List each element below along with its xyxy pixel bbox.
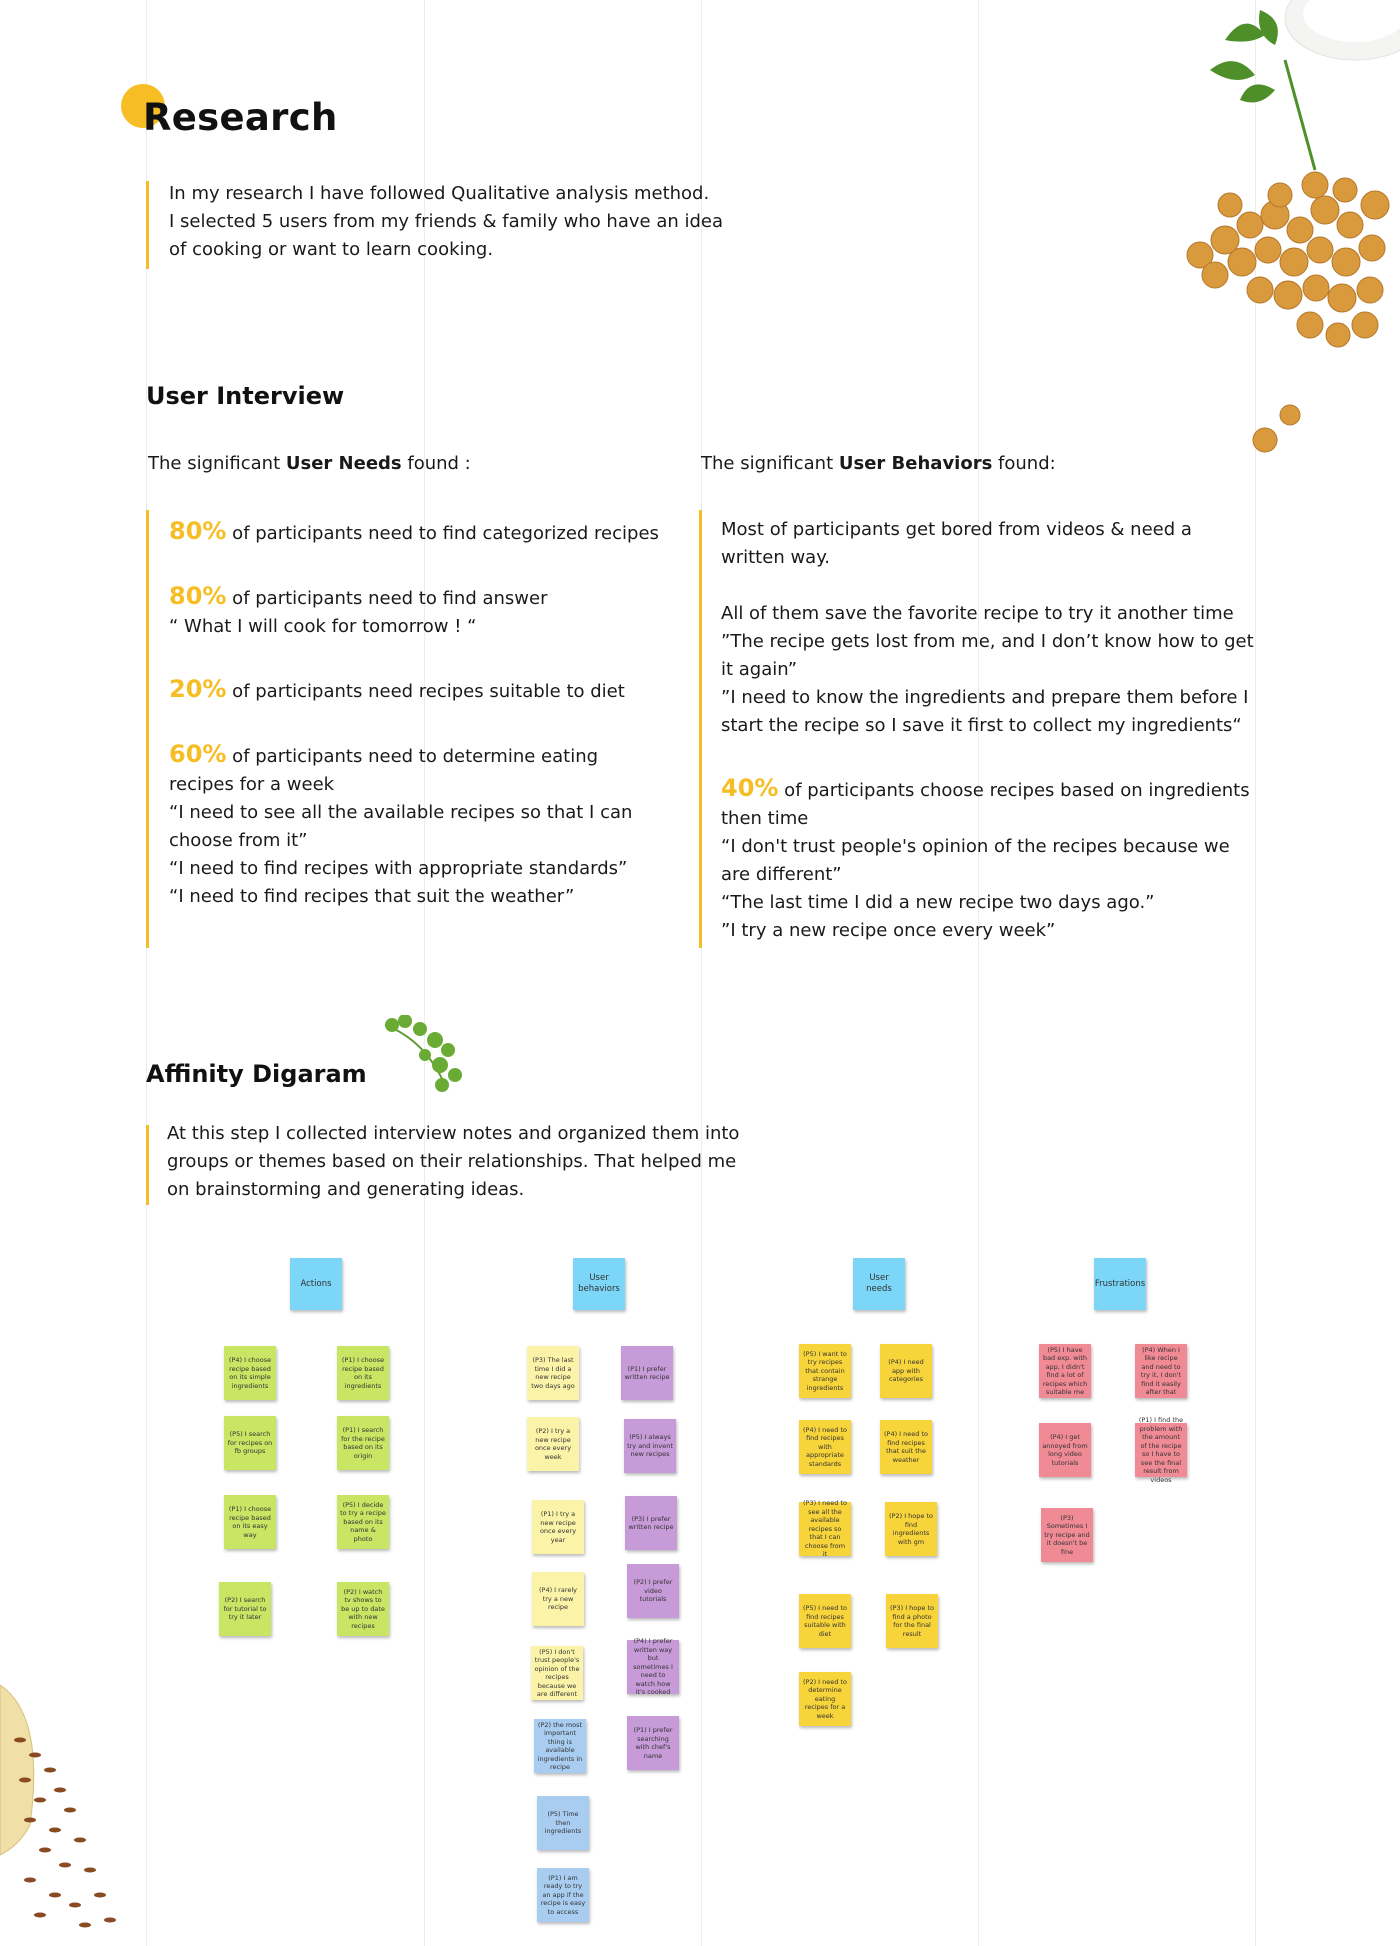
- sticky-note: (P5) Time then ingredients: [537, 1796, 589, 1850]
- sticky-note: (P4) When I like recipe and need to try it, I don't find it easily after that: [1135, 1344, 1187, 1398]
- sticky-note: (P1) I find the problem with the amount of the recipe so I have to see the final result from videos: [1135, 1423, 1187, 1477]
- grid-line: [424, 0, 425, 1946]
- chickpeas-illustration: [1170, 0, 1400, 470]
- affinity-bar: [146, 1125, 149, 1205]
- sticky-note: (P2) the most important thing is available ingredients in recipe: [534, 1719, 586, 1773]
- sticky-note: (P4) I prefer written way but sometimes I need to watch how it's cooked: [627, 1640, 679, 1694]
- sticky-note: (P3) The last time I did a new recipe two days ago: [527, 1346, 579, 1400]
- behaviors-list: [721, 516, 1261, 945]
- spices-illustration: [0, 1680, 140, 1946]
- sticky-note: (P2) I prefer video tutorials: [627, 1564, 679, 1618]
- grid-line: [701, 0, 702, 1946]
- sticky-note: (P1) I try a new recipe once every year: [532, 1500, 584, 1554]
- sticky-note: (P5) I need to find recipes suitable with diet: [799, 1594, 851, 1648]
- behavior-quote: ”The recipe gets lost from me, and I don’t know how to get it again”: [721, 631, 1254, 680]
- affinity-header-frustrations: Frustrations: [1094, 1258, 1146, 1310]
- sticky-note: (P5) I search for recipes on fb groups: [224, 1416, 276, 1470]
- sticky-note: (P5) I decide to try a recipe based on its name & photo: [337, 1495, 389, 1549]
- sticky-note: (P2) I search for tutorial to try it later: [219, 1582, 271, 1636]
- need-item: 80% of participants need to find answer: [169, 582, 548, 610]
- sticky-note: (P3) I need to see all the available recipes so that I can choose from it: [799, 1502, 851, 1556]
- intro-line: I selected 5 users from my friends & family who have an idea: [169, 211, 724, 232]
- sticky-note: (P3) I hope to find a photo for the final result: [886, 1594, 938, 1648]
- affinity-header-actions: Actions: [290, 1258, 342, 1310]
- sticky-note: (P3) Sometimes I try recipe and it doesn't be fine: [1041, 1508, 1093, 1562]
- sticky-note: (P2) I watch tv shows to be up to date with new recipes: [337, 1582, 389, 1636]
- sticky-note: (P4) I rarely try a new recipe: [532, 1572, 584, 1626]
- needs-heading: The significant User Needs found :: [148, 453, 471, 474]
- affinity-header-behaviors: User behaviors: [573, 1258, 625, 1310]
- sticky-note: (P4) I need to find recipes with appropriate standards: [799, 1420, 851, 1474]
- behavior-quote: ”I need to know the ingredients and prepare them before I start the recipe so I save it first to collect my ingredients“: [721, 687, 1249, 736]
- affinity-intro: [167, 1120, 767, 1204]
- intro-line: In my research I have followed Qualitative analysis method.: [169, 183, 710, 204]
- sticky-note: (P4) I choose recipe based on its simple ingredients: [224, 1346, 276, 1400]
- behavior-text: All of them save the favorite recipe to try it another time: [721, 603, 1234, 624]
- sticky-note: (P4) I need to find recipes that suit the weather: [880, 1420, 932, 1474]
- need-quote: “I need to find recipes with appropriate standards”: [169, 858, 628, 879]
- sticky-note: (P1) I choose recipe based on its ingredients: [337, 1346, 389, 1400]
- need-quote: “I need to find recipes that suit the weather”: [169, 886, 575, 907]
- parsley-illustration: [380, 1015, 480, 1100]
- interview-title: User Interview: [146, 382, 345, 410]
- behavior-stat: 40% of participants choose recipes based on ingredients then time: [721, 774, 1250, 829]
- sticky-note: (P3) I prefer written recipe: [625, 1496, 677, 1550]
- sticky-note: (P2) I hope to find ingredients with gm: [885, 1502, 937, 1556]
- sticky-note: (P5) I want to try recipes that contain strange ingredients: [799, 1344, 851, 1398]
- need-quote: “I need to see all the available recipes so that I can choose from it”: [169, 802, 633, 851]
- sticky-note: (P5) I have bad exp. with app, I didn't find a lot of recipes which suitable me: [1039, 1344, 1091, 1398]
- intro-line: of cooking or want to learn cooking.: [169, 239, 494, 260]
- sticky-note: (P1) I prefer searching with chef's name: [627, 1716, 679, 1770]
- behavior-text: Most of participants get bored from videos & need a written way.: [721, 519, 1192, 568]
- behavior-quote: “I don't trust people's opinion of the recipes because we are different”: [721, 836, 1230, 885]
- need-item: 80% of participants need to find categorized recipes: [169, 517, 659, 545]
- sticky-note: (P1) I prefer written recipe: [621, 1346, 673, 1400]
- need-item: 20% of participants need recipes suitable to diet: [169, 675, 625, 703]
- needs-bar: [146, 510, 149, 948]
- sticky-note: (P1) I am ready to try an app if the recipe is easy to access: [537, 1868, 589, 1922]
- grid-line: [146, 0, 147, 1946]
- behaviors-heading: The significant User Behaviors found:: [701, 453, 1056, 474]
- need-item: 60% of participants need to determine eating recipes for a week: [169, 740, 599, 795]
- sticky-note: (P1) I search for the recipe based on its origin: [337, 1416, 389, 1470]
- intro-line: groups or themes based on their relationships. That helped me: [167, 1151, 737, 1172]
- behavior-quote: ”I try a new recipe once every week”: [721, 920, 1056, 941]
- sticky-note: (P5) I don't trust people's opinion of the recipes because we are different: [531, 1646, 583, 1700]
- behaviors-bar: [699, 510, 702, 948]
- sticky-note: (P4) I need app with categories: [880, 1344, 932, 1398]
- sticky-note: (P1) I choose recipe based on its easy way: [224, 1495, 276, 1549]
- sticky-note: (P2) I try a new recipe once every week: [527, 1417, 579, 1471]
- grid-line: [978, 0, 979, 1946]
- page-title: Research: [143, 96, 338, 139]
- research-intro: [169, 180, 769, 264]
- sticky-note: (P5) I always try and invent new recipes: [624, 1419, 676, 1473]
- affinity-title: Affinity Digaram: [146, 1060, 367, 1088]
- sticky-note: (P4) I get annoyed from long video tutorials: [1039, 1423, 1091, 1477]
- intro-line: on brainstorming and generating ideas.: [167, 1179, 525, 1200]
- intro-line: At this step I collected interview notes and organized them into: [167, 1123, 740, 1144]
- sticky-note: (P2) I need to determine eating recipes for a week: [799, 1672, 851, 1726]
- need-quote: “ What I will cook for tomorrow ! “: [169, 616, 477, 637]
- behavior-quote: “The last time I did a new recipe two days ago.”: [721, 892, 1155, 913]
- needs-list: [169, 517, 674, 911]
- affinity-header-needs: User needs: [853, 1258, 905, 1310]
- intro-bar: [146, 181, 149, 269]
